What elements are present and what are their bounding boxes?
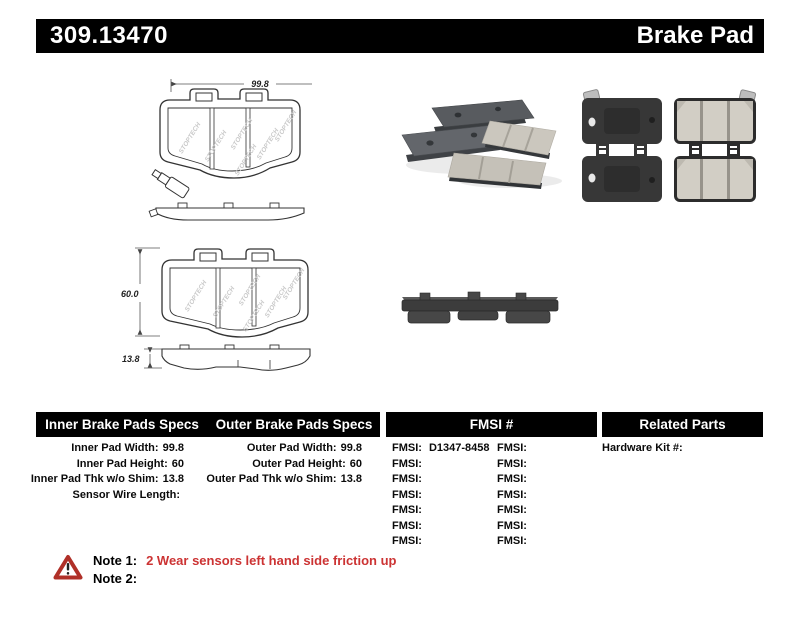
table-row: Hardware Kit #: (602, 442, 683, 454)
table-row: Sensor Wire Length: (72, 488, 180, 501)
pads-edge-image (396, 288, 564, 328)
table-row: FMSI: (392, 473, 422, 485)
table-row: FMSI: (392, 535, 422, 547)
fmsi-column-1 (392, 441, 492, 550)
table-header-related (602, 412, 763, 437)
brake-pad-front-drawing (148, 76, 312, 228)
table-header-specs (36, 412, 380, 437)
note-2-label: Note 2: (93, 571, 138, 586)
photo-pads-angled (398, 95, 570, 190)
tab-hole-left (196, 93, 212, 101)
table-row: Outer Pad Thk w/o Shim: 13.8 (206, 473, 362, 485)
note-1 (93, 552, 397, 570)
table-header-fmsi (386, 412, 597, 437)
edge-view-strip (149, 203, 304, 220)
watermark-text: STOPTECH (177, 121, 203, 156)
inner-specs-column (30, 441, 184, 503)
table-row: FMSI: (497, 519, 527, 532)
drawing-front-view (148, 76, 312, 228)
table-row: FMSI: (392, 504, 422, 516)
header-outer-specs: Outer Brake Pads Specs (215, 417, 373, 432)
table-row: FMSI: (497, 473, 527, 485)
width-dimension-label: 99.8 (251, 79, 269, 89)
table-row: Inner Pad Height: 60 (76, 457, 184, 470)
warning-icon (53, 554, 83, 581)
notes-block (93, 552, 397, 588)
brake-pad-height-drawing (118, 240, 314, 378)
header-related-parts: Related Parts (639, 417, 726, 432)
table-row: FMSI: (497, 442, 527, 454)
part-number: 309.13470 (50, 22, 168, 49)
outer-specs-column (196, 441, 362, 488)
pads-angled-image (398, 95, 570, 190)
table-row: FMSI: (392, 519, 422, 532)
table-row: FMSI: (497, 535, 527, 547)
related-parts-column (602, 441, 762, 457)
table-row: FMSI: (497, 457, 527, 470)
table-row: Inner Pad Thk w/o Shim: 13.8 (30, 473, 184, 485)
edge-view-strip (162, 345, 310, 370)
table-row: FMSI: (392, 457, 422, 470)
table-row: Outer Pad Height: 60 (252, 457, 362, 470)
height-dimension-label: 60.0 (121, 289, 139, 299)
watermark-text: STOPTECH (183, 279, 209, 314)
table-row: FMSI: (497, 504, 527, 516)
table-row: Inner Pad Width: 99.8 (71, 442, 184, 454)
note-1-text: 2 Wear sensors left hand side friction up (146, 553, 397, 568)
tab-hole-right (252, 253, 268, 261)
tab-hole-left (200, 253, 216, 261)
header-bar (36, 19, 764, 53)
table-row: FMSI: (497, 488, 527, 501)
page-title: Brake Pad (636, 22, 754, 49)
header-inner-specs: Inner Brake Pads Specs (45, 417, 199, 432)
table-row: FMSI: D1347-8458 (392, 442, 490, 454)
tab-hole-right (246, 93, 262, 101)
wear-sensor (150, 167, 189, 198)
photo-pads-edge (396, 288, 564, 328)
drawing-side-view (118, 240, 314, 378)
table-row: FMSI: (392, 488, 422, 501)
pads-grid-image (578, 88, 760, 206)
thickness-dimension-label: 13.8 (122, 354, 140, 364)
note-1-label: Note 1: (93, 553, 138, 568)
photo-pads-grid (578, 88, 760, 206)
note-2 (93, 570, 397, 588)
header-fmsi: FMSI # (469, 417, 514, 432)
table-row: Outer Pad Width: 99.8 (246, 442, 362, 454)
fmsi-column-2 (497, 441, 597, 550)
